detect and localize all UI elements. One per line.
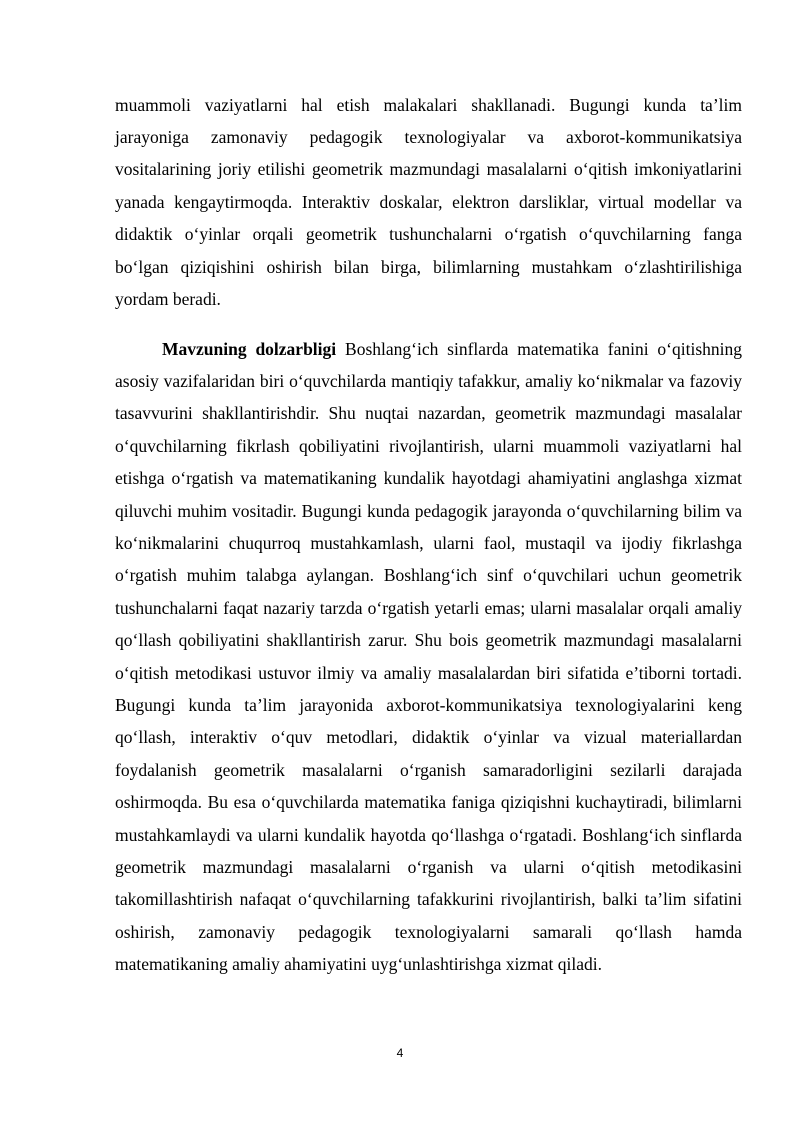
paragraph-intro: muammoli vaziyatlarni hal etish malakalari shakllanadi. Bugungi kunda ta’lim jarayoniga zamonaviy pedagogik texnologiyalar va axborot-kommunikatsiya vositalarining joriy etilishi geometrik mazmundagi masalalarni o‘qitish imkoniyatlarini yanada kengaytirmoqda. Interaktiv doskalar, elektron darsliklar, virtual modellar va didaktik o‘yinlar orqali geometrik tushunchalarni o‘rgatish o‘quvchilarning fanga bo‘lgan qiziqishini oshirish bilan birga, bilimlarning mustahkam o‘zlashtirilishiga yordam beradi. <box>115 94 742 309</box>
paragraph-relevance <box>115 333 742 981</box>
relevance-heading: Mavzuning dolzarbligi <box>162 338 337 359</box>
relevance-body: Boshlang‘ich sinflarda matematika fanini o‘qitishning asosiy vazifalaridan biri o‘quvchilarda mantiqiy tafakkur, amaliy ko‘nikmalar va fazoviy tasavvurini shakllantirishdir. Shu nuqtai nazardan, geometrik mazmundagi masalalar o‘quvchilarning fikrlash qobiliyatini rivojlantirish, ularni muammoli vaziyatlarni hal etishga o‘rgatish va matematikaning kundalik hayotdagi ahamiyatini anglashga xizmat qiluvchi muhim vositadir. Bugungi kunda pedagogik jarayonda o‘quvchilarning bilim va ko‘nikmalarini chuqurroq mustahkamlash, ularni faol, mustaqil va ijodiy fikrlashga o‘rgatish muhim talabga aylangan. Boshlang‘ich sinf o‘quvchilari uchun geometrik tushunchalarni faqat nazariy tarzda o‘rgatish yetarli emas; ularni masalalar orqali amaliy qo‘llash qobiliyatini shakllantirish zarur. Shu bois geometrik mazmundagi masalalarni o‘qitish metodikasi ustuvor ilmiy va amaliy masalalardan biri sifatida e’tiborni tortadi. Bugungi kunda ta’lim jarayonida axborot-kommunikatsiya texnologiyalarini keng qo‘llash, interaktiv o‘quv metodlari, didaktik o‘yinlar va vizual materiallardan foydalanish geometrik masalalarni o‘rganish samaradorligini sezilarli darajada oshirmoqda. Bu esa o‘quvchilarda matematika faniga qiziqishni kuchaytiradi, bilimlarni mustahkamlaydi va ularni kundalik hayotda qo‘llashga o‘rgatadi. Boshlang‘ich sinflarda geometrik mazmundagi masalalarni o‘rganish va ularni o‘qitish metodikasini takomillashtirish nafaqat o‘quvchilarning tafakkurini rivojlantirish, balki ta’lim sifatini oshirish, zamonaviy pedagogik texnologiyalarni samarali qo‘llash hamda matematikaning amaliy ahamiyatini uyg‘unlashtirishga xizmat qiladi. <box>115 338 743 975</box>
page-number: 4 <box>396 1046 404 1060</box>
